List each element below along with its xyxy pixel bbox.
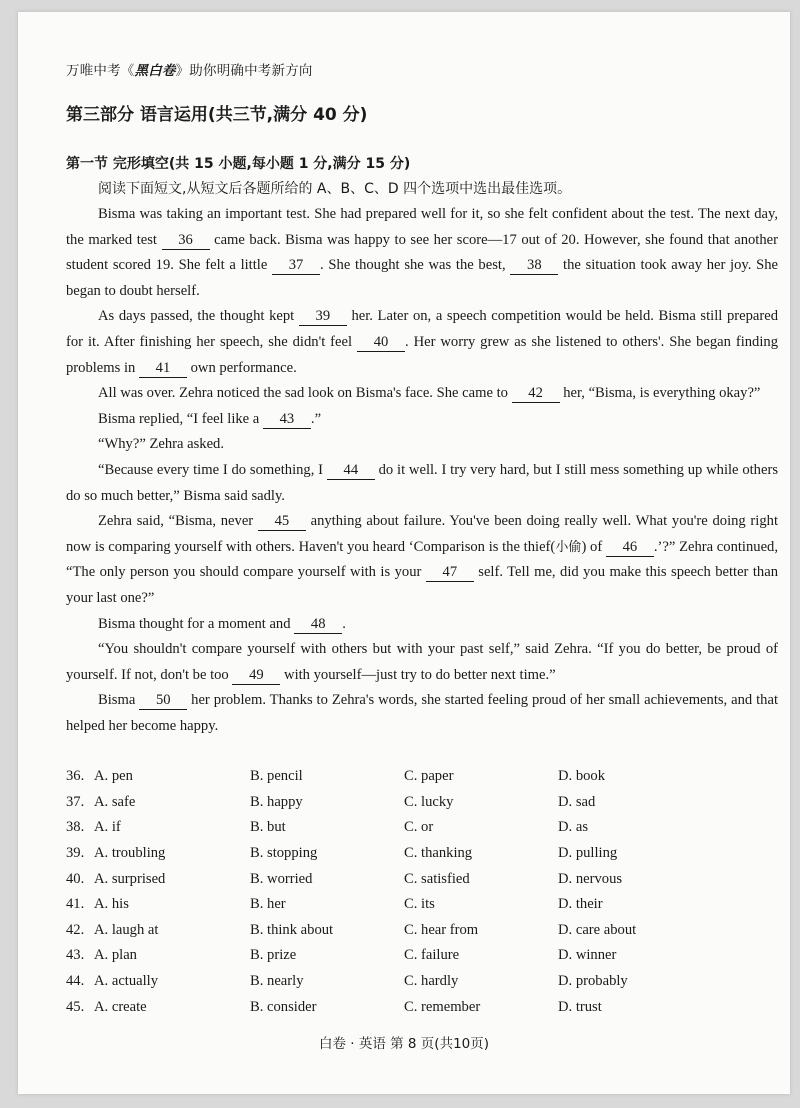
passage-text: the situation took away her joy. She began to doubt herself. (66, 257, 779, 299)
option-d: D. as (558, 819, 588, 836)
question-row (66, 994, 778, 1020)
question-number: 40. (66, 870, 85, 887)
header-prefix: 万唯中考《 (66, 63, 135, 79)
question-number: 36. (66, 768, 85, 785)
option-d: D. pulling (558, 845, 618, 862)
chinese-gloss: 小偷 (555, 539, 582, 555)
blank-49: 49 (232, 667, 280, 685)
question-row (66, 815, 778, 841)
question-row (66, 918, 778, 944)
option-c: C. hear from (404, 921, 479, 938)
option-b: B. consider (250, 998, 317, 1015)
question-number: 41. (66, 896, 85, 913)
option-c: C. hardly (404, 973, 459, 990)
passage-text: . She thought she was the best, (320, 257, 511, 274)
blank-36: 36 (162, 232, 210, 250)
passage-text: Bisma thought for a moment and (98, 615, 295, 632)
header-suffix: 》助你明确中考新方向 (175, 63, 313, 79)
option-d: D. sad (558, 793, 596, 810)
question-number: 44. (66, 973, 85, 990)
option-a: A. his (94, 896, 129, 913)
running-header (66, 59, 313, 79)
blank-48: 48 (294, 616, 342, 634)
option-a: A. if (94, 819, 121, 836)
option-c: C. its (404, 896, 435, 913)
blank-46: 46 (606, 539, 654, 557)
option-b: B. nearly (250, 973, 304, 990)
question-number: 43. (66, 947, 85, 964)
option-b: B. but (250, 819, 286, 836)
option-c: C. lucky (404, 793, 454, 810)
passage-text: As days passed, the thought kept (98, 308, 299, 325)
option-b: B. happy (250, 793, 303, 810)
option-a: A. surprised (94, 870, 166, 887)
passage-text: with yourself—just try to do better next time.” (280, 666, 556, 683)
blank-40: 40 (357, 334, 405, 352)
question-row (66, 866, 778, 892)
passage-paragraph (66, 432, 778, 458)
passage-text: “You shouldn't compare yourself with others but with your past self,” said Zehra. “If you do better, be proud of yourself. If not, don't be too (66, 641, 778, 683)
blank-43: 43 (263, 411, 311, 429)
cloze-passage (66, 202, 778, 739)
blank-47: 47 (426, 564, 474, 582)
option-d: D. care about (558, 921, 637, 938)
option-c: C. or (404, 819, 434, 836)
blank-38: 38 (510, 257, 558, 275)
passage-text: . (342, 615, 346, 632)
passage-paragraph (66, 407, 778, 433)
option-a: A. plan (94, 947, 137, 964)
option-d: D. their (558, 896, 603, 913)
question-number: 37. (66, 793, 85, 810)
option-d: D. trust (558, 998, 602, 1015)
blank-45: 45 (258, 513, 306, 531)
blank-37: 37 (272, 257, 320, 275)
passage-text: do it well. I try very hard, but I still mess something up while others do so much better,” Bisma said sadly. (66, 461, 778, 504)
section-title: 第一节 完形填空(共 15 小题,每小题 1 分,满分 15 分) (66, 156, 411, 172)
passage-text: Bisma replied, “I feel like a (98, 410, 263, 427)
option-b: B. pencil (250, 768, 303, 785)
passage-text: All was over. Zehra noticed the sad look on Bisma's face. She came to (98, 385, 512, 402)
option-b: B. stopping (250, 845, 318, 862)
question-number: 45. (66, 998, 85, 1015)
passage-paragraph (66, 381, 778, 407)
passage-text: . Her worry grew as she listened to others'. She began finding problems in (66, 333, 779, 376)
passage-text: ) of (581, 538, 606, 555)
option-a: A. create (94, 998, 147, 1015)
passage-text: Bisma was taking an important test. She had prepared well for it, so she felt confident about the test. The next day, the marked test (66, 206, 778, 248)
option-d: D. winner (558, 947, 617, 964)
option-c: C. failure (404, 947, 460, 964)
question-row (66, 892, 778, 918)
passage-text: her. Later on, a speech competition would be held. Bisma still prepared for it. After finishing her speech, she didn't feel (66, 308, 778, 350)
blank-41: 41 (139, 360, 187, 378)
passage-text: Bisma (98, 692, 140, 709)
passage-paragraph (66, 458, 778, 509)
option-c: C. paper (404, 768, 454, 785)
option-b: B. think about (250, 921, 334, 938)
option-b: B. her (250, 896, 286, 913)
passage-text: .” (310, 410, 322, 427)
question-row (66, 790, 778, 816)
option-a: A. laugh at (94, 921, 159, 938)
option-d: D. probably (558, 973, 628, 990)
passage-paragraph (66, 202, 778, 304)
blank-42: 42 (512, 385, 560, 403)
instruction: 阅读下面短文,从短文后各题所给的 A、B、C、D 四个选项中选出最佳选项。 (98, 181, 572, 197)
question-number: 42. (66, 921, 85, 938)
question-row (66, 841, 778, 867)
question-number: 38. (66, 819, 85, 836)
passage-paragraph (66, 509, 778, 611)
blank-39: 39 (299, 308, 347, 326)
passage-paragraph (66, 612, 778, 638)
passage-text: own performance. (186, 359, 297, 376)
passage-paragraph (66, 304, 778, 381)
option-b: B. worried (250, 870, 313, 887)
exam-page (18, 12, 790, 1094)
question-number: 39. (66, 845, 85, 862)
blank-50: 50 (139, 692, 187, 710)
option-a: A. safe (94, 793, 136, 810)
blank-44: 44 (327, 462, 375, 480)
page-footer: 白卷 · 英语 第 8 页(共10页) (318, 1036, 490, 1052)
question-row (66, 943, 778, 969)
part-title: 第三部分 语言运用(共三节,满分 40 分) (66, 105, 368, 125)
option-a: A. troubling (94, 845, 166, 862)
passage-text: “Because every time I do something, I (98, 461, 327, 478)
answer-options (66, 764, 778, 1020)
question-row (66, 764, 778, 790)
option-b: B. prize (250, 947, 297, 964)
passage-text: anything about failure. You've been doing really well. What you're doing right now is comparing yourself with others. Haven't you heard ‘Comparison is the thief( (66, 513, 778, 555)
passage-text: her, “Bisma, is everything okay?” (559, 385, 761, 402)
passage-text: her problem. Thanks to Zehra's words, she started feeling proud of her small achievements, and that helped her become happy. (66, 692, 779, 734)
option-c: C. remember (404, 998, 481, 1015)
option-d: D. book (558, 768, 606, 785)
passage-text: Zehra said, “Bisma, never (98, 513, 258, 530)
option-a: A. actually (94, 973, 159, 990)
passage-text: self. Tell me, did you make this speech better than your last one?” (66, 564, 778, 606)
passage-text: came back. Bisma was happy to see her score—17 out of 20. However, she found that another student scored 19. She felt a little (66, 231, 778, 274)
option-d: D. nervous (558, 870, 623, 887)
option-c: C. satisfied (404, 870, 470, 887)
option-a: A. pen (94, 768, 133, 785)
passage-text: .’?” Zehra continued, “The only person you should compare yourself with is your (66, 538, 779, 581)
question-row (66, 969, 778, 995)
option-c: C. thanking (404, 845, 473, 862)
passage-paragraph (66, 637, 778, 688)
header-brand: 黑白卷 (134, 63, 176, 79)
passage-text: “Why?” Zehra asked. (98, 436, 224, 453)
passage-paragraph (66, 688, 778, 739)
